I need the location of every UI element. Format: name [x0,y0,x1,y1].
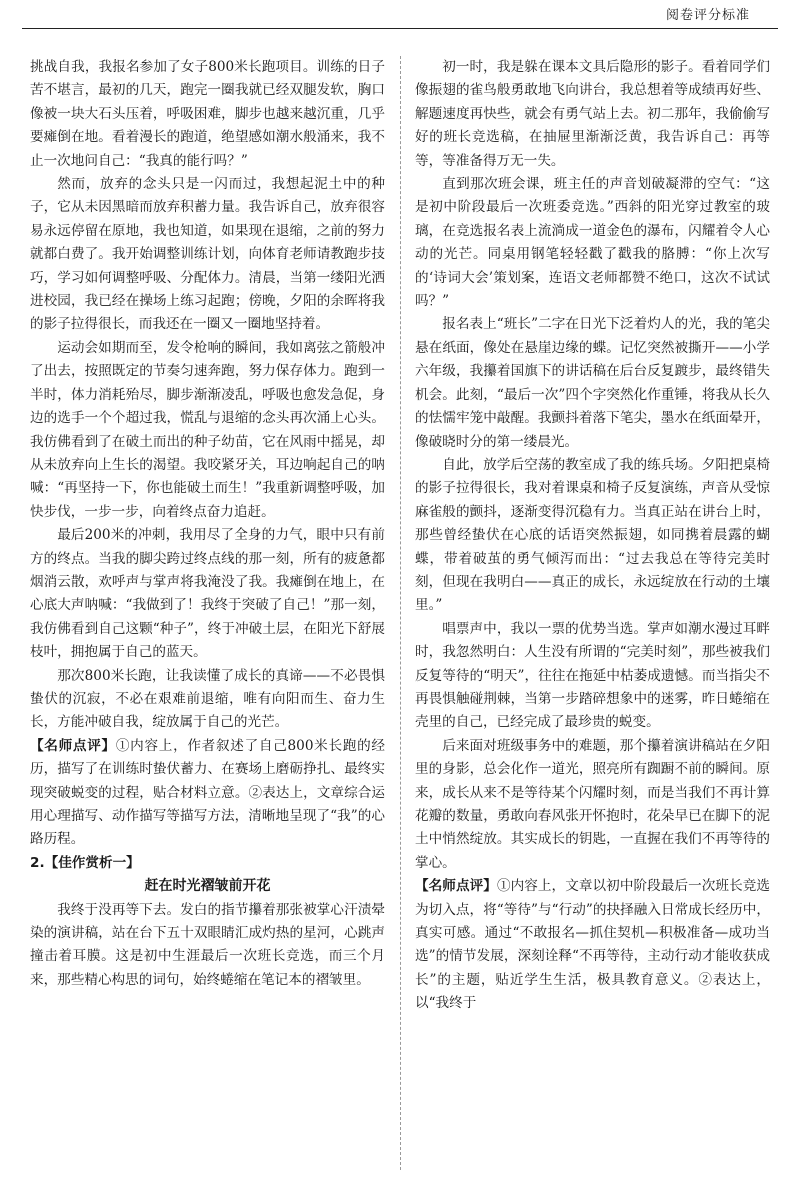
left-paragraph-1: 挑战自我，我报名参加了女子800米长跑项目。训练的日子苦不堪言，最初的几天，跑完一圈我就已经双腿发软，胸口像被一块大石头压着，呼吸困难，脚步也越来越沉重，几乎要瘫倒在地。看着漫长的跑道，绝望感如潮水般涌来，我不止一次地问自己：“我真的能行吗？” [30,59,385,169]
right-paragraph-2: 直到那次班会课，班主任的声音划破凝滞的空气：“这是初中阶段最后一次班委竞选。”西斜的阳光穿过教室的玻璃，在竞选报名表上流淌成一道金色的瀑布，闪耀着令人心动的光芒。同桌用钢笔轻轻戳了戳我的胳膊：“你上次写的‘诗词大会’策划案，连语文老师都赞不绝口，这次不试试吗？” [415,176,770,310]
section-2-label: 2.【佳作赏析一】 [30,854,140,871]
right-paragraph-6: 后来面对班级事务中的难题，那个攥着演讲稿站在夕阳里的身影，总会化作一道光，照亮所有踟蹰不前的瞬间。原来，成长从来不是等待某个闪耀时刻，而是当我们不再计算花瓣的数量，勇敢向春风张开怀抱时，花朵早已在脚下的泥土中悄然绽放。其实成长的钥匙，一直握在我们不再等待的掌心。 [415,737,770,871]
header-rule [22,28,778,29]
teacher-comment-1 [30,735,385,852]
left-paragraph-5: 那次800米长跑，让我读懂了成长的真谛——不必畏惧蛰伏的沉寂，不必在艰难前退缩，唯有向阳而生、奋力生长，方能冲破自我，绽放属于自己的光芒。 [30,667,385,731]
teacher-comment-2-text: ①内容上，文章以初中阶段最后一次班长竞选为切入点，将“等待”与“行动”的抉择融入日常成长经历中，真实可感。通过“不敢报名—抓住契机—积极准备—成功当选”的情节发展，深刻诠释“不再等待，主动行动才能收获成长”的主题，贴近学生生活，极具教育意义。②表达上，以“我终于 [415,878,770,1012]
right-paragraph-3: 报名表上“班长”二字在日光下泛着灼人的光，我的笔尖悬在纸面，像处在悬崖边缘的蝶。记忆突然被撕开——小学六年级，我攥着国旗下的讲话稿在后台反复踱步，最终错失机会。此刻，“最后一次”四个字突然化作重锤，将我从长久的怯懦牢笼中敲醒。我颤抖着落下笔尖，墨水在纸面晕开，像破晓时分的第一缕晨光。 [415,316,770,450]
header-title: 阅卷评分标准 [665,8,750,23]
left-paragraph-6: 我终于没再等下去。发白的指节攥着那张被掌心汗渍晕染的演讲稿，站在台下五十双眼睛汇成灼热的星河，心跳声撞击着耳膜。这是初中生涯最后一次班长竞选，而三个月来，那些精心构思的词句，始终蜷缩在笔记本的褶皱里。 [30,901,385,988]
left-paragraph-2: 然而，放弃的念头只是一闪而过，我想起泥土中的种子，它从未因黑暗而放弃积蓄力量。我告诉自己，放弃很容易永远停留在原地，我也知道，如果现在退缩，之前的努力就都白费了。我开始调整训练计划，向体育老师请教跑步技巧，学习如何调整呼吸、分配体力。清晨，当第一缕阳光洒进校园，我已经在操场上练习起跑；傍晚，夕阳的余晖将我的影子拉得很长，而我还在一圈又一圈地坚持着。 [30,176,385,333]
right-paragraph-1: 初一时，我是躲在课本文具后隐形的影子。看着同学们像振翅的雀鸟般勇敢地飞向讲台，我总想着等成绩再好些、解题速度再快些，就会有勇气站上去。初二那年，我偷偷写好的班长竞选稿，在抽屉里渐渐泛黄，我告诉自己：再等等，等准备得万无一失。 [415,59,770,169]
teacher-comment-1-label: 【名师点评】 [30,737,116,754]
left-paragraph-3: 运动会如期而至，发令枪响的瞬间，我如离弦之箭般冲了出去，按照既定的节奏匀速奔跑，努力保存体力。跑到一半时，体力消耗殆尽，脚步渐渐凌乱，呼吸也愈发急促，身边的选手一个个超过我，慌乱与退缩的念头再次涌上心头。我仿佛看到了在破土而出的种子幼苗，它在风雨中摇晃，却从未放弃向上生长的渴望。我咬紧牙关，耳边响起自己的呐喊：“再坚持一下，你也能破土而生！”我重新调整呼吸，加快步伐，一步一步，向着终点奋力追赶。 [30,339,385,520]
teacher-comment-2-label: 【名师点评】 [415,878,497,895]
right-paragraph-5: 唱票声中，我以一票的优势当选。掌声如潮水漫过耳畔时，我忽然明白：人生没有所谓的“完美时刻”，那些被我们反复等待的“明天”，往往在拖延中枯萎成遗憾。而当指尖不再畏惧触碰荆棘，当第一步踏碎想象中的迷雾，昨日蜷缩在壳里的自己，已经完成了最珍贵的蜕变。 [415,620,770,731]
teacher-comment-2 [415,875,770,1015]
left-column [30,56,385,992]
essay-title: 赶在时光褶皱前开花 [144,878,271,895]
teacher-comment-1-text: ①内容上，作者叙述了自己800米长跑的经历，描写了在训练时蛰伏蓄力、在赛场上磨砺挣扎、最终实现突破蜕变的过程，贴合材料立意。②表达上，文章综合运用心理描写、动作描写等描写方法，清晰地呈现了“我”的心路历程。 [30,737,385,848]
right-paragraph-4: 自此，放学后空荡的教室成了我的练兵场。夕阳把桌椅的影子拉得很长，我对着课桌和椅子反复演练，声音从受惊麻雀般的颤抖，逐渐变得沉稳有力。当真正站在讲台上时，那些曾经蛰伏在心底的话语突然振翅，如同携着晨露的蝴蝶，带着破茧的勇气倾泻而出：“过去我总在等待完美时刻，但现在我明白——真正的成长，永远绽放在行动的土壤里。” [415,456,770,614]
column-divider [400,56,401,1170]
right-column [415,56,770,1016]
left-paragraph-4: 最后200米的冲刺，我用尽了全身的力气，眼中只有前方的终点。当我的脚尖跨过终点线的那一刻，所有的疲惫都烟消云散，欢呼声与掌声将我淹没了我。我瘫倒在地上，在心底大声呐喊：“我做到了！我终于突破了自己！”那一刻，我仿佛看到自己这颗“种子”，终于冲破土层，在阳光下舒展枝叶，拥抱属于自己的蓝天。 [30,527,385,661]
